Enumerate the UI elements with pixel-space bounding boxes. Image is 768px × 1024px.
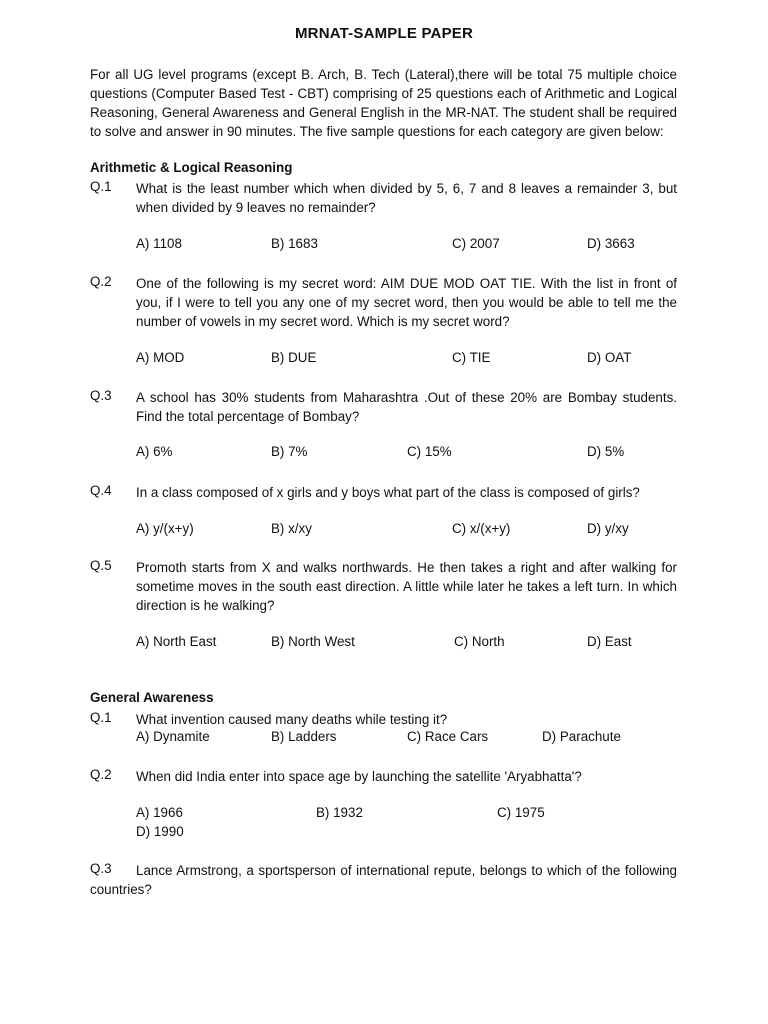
question-text: Promoth starts from X and walks northwards. He then takes a right and after walking for sometime moves in the south east direction. A little while later he takes a left turn. In which direction is he walking?: [136, 560, 677, 613]
option-d: D) OAT: [587, 350, 632, 365]
question-number: Q.1: [90, 710, 112, 725]
question-text: When did India enter into space age by launching the satellite 'Aryabhatta'?: [136, 769, 582, 784]
question-arithmetic-2: [90, 274, 677, 331]
option-c: C) North: [454, 634, 505, 649]
option-a: A) MOD: [136, 350, 185, 365]
intro-paragraph: For all UG level programs (except B. Arch, B. Tech (Lateral),there will be total 75 multiple choice questions (Computer Based Test - CBT) comprising of 25 questions each of Arithmetic and Logical Reasoning, General Awareness and General English in the MR-NAT. The student shall be required to solve and answer in 90 minutes. The five sample questions for each category are given below:: [90, 67, 677, 139]
option-c: C) TIE: [452, 350, 491, 365]
option-d: D) y/xy: [587, 521, 629, 536]
section-heading-arithmetic: Arithmetic & Logical Reasoning: [90, 160, 293, 175]
section-heading-general-awareness: General Awareness: [90, 690, 214, 705]
option-c: C) 15%: [407, 444, 452, 459]
question-number: Q.3: [90, 861, 112, 876]
option-d: D) 1990: [136, 824, 184, 839]
question-arithmetic-5: [90, 558, 677, 615]
option-b: B) 1683: [271, 236, 318, 251]
page-title: MRNAT-SAMPLE PAPER: [294, 25, 474, 42]
question-text: Lance Armstrong, a sportsperson of international repute, belongs to which of the following countries?: [90, 863, 677, 897]
question-text: In a class composed of x girls and y boys what part of the class is composed of girls?: [136, 485, 640, 500]
option-c: C) 2007: [452, 236, 500, 251]
question-number: Q.2: [90, 274, 112, 289]
question-arithmetic-1: [90, 179, 677, 217]
option-d: D) East: [587, 634, 632, 649]
question-number: Q.1: [90, 179, 112, 194]
question-number: Q.5: [90, 558, 112, 573]
question-text: What is the least number which when divided by 5, 6, 7 and 8 leaves a remainder 3, but when divided by 9 leaves no remainder?: [136, 181, 677, 215]
option-b: B) x/xy: [271, 521, 312, 536]
option-a: A) 1966: [136, 805, 183, 820]
option-c: C) x/(x+y): [452, 521, 511, 536]
question-number: Q.4: [90, 483, 112, 498]
option-a: A) 6%: [136, 444, 173, 459]
question-arithmetic-3: [90, 388, 677, 426]
option-d: D) 5%: [587, 444, 625, 459]
option-b: B) Ladders: [271, 729, 337, 744]
question-text: One of the following is my secret word: AIM DUE MOD OAT TIE. With the list in front of you, if I were to tell you any one of my secret word, then you would be able to tell me the number of vowels in my secret word. Which is my secret word?: [136, 276, 677, 329]
option-b: B) 7%: [271, 444, 308, 459]
question-general-1: [90, 710, 677, 729]
option-a: A) 1108: [136, 236, 182, 251]
option-a: A) Dynamite: [136, 729, 210, 744]
option-b: B) 1932: [316, 805, 363, 820]
option-a: A) y/(x+y): [136, 521, 194, 536]
question-number: Q.2: [90, 767, 112, 782]
question-number: Q.3: [90, 388, 112, 403]
option-b: B) DUE: [271, 350, 317, 365]
question-arithmetic-4: [90, 483, 677, 502]
option-c: C) 1975: [497, 805, 545, 820]
option-d: D) 3663: [587, 236, 635, 251]
option-b: B) North West: [271, 634, 355, 649]
question-general-3: [90, 861, 677, 899]
question-text: A school has 30% students from Maharashtra .Out of these 20% are Bombay students. Find the total percentage of Bombay?: [136, 390, 677, 424]
option-a: A) North East: [136, 634, 217, 649]
question-text: What invention caused many deaths while testing it?: [136, 712, 448, 727]
question-general-2: [90, 767, 677, 786]
option-c: C) Race Cars: [407, 729, 489, 744]
option-d: D) Parachute: [542, 729, 621, 744]
